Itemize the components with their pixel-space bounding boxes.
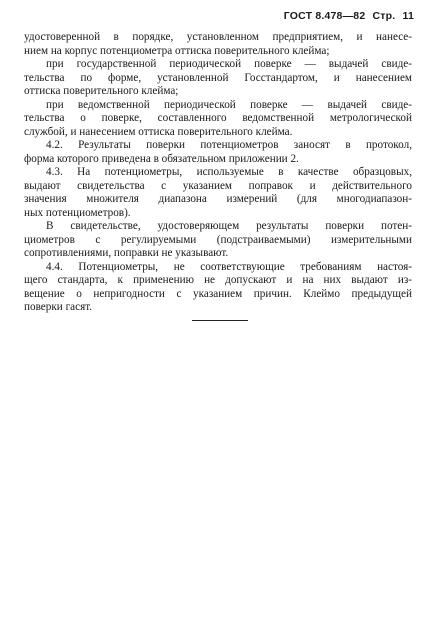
text-line: при государственной периодической поверке — выдачей свиде- (46, 58, 412, 70)
paragraph-4-4 (24, 261, 412, 315)
page-label: Стр. (372, 10, 396, 22)
text-line: циометров с регулируемыми (подстраиваемыми) измерительными (24, 233, 412, 246)
page-header (280, 10, 414, 22)
text-line: форма которого приведена в обязательном приложении 2. (24, 152, 299, 165)
text-line: поверки гасят. (24, 301, 93, 313)
text-line: оттиска поверительного клейма; (24, 85, 179, 97)
text-line: службой, и нанесением оттиска поверительного клейма. (24, 125, 293, 138)
text-line: вещение о непригодности с указанием причин. Клеймо предыдущей (24, 287, 412, 300)
text-line: 4.3. На потенциометры, используемые в качестве образцовых, (46, 166, 412, 178)
paragraph-departmental-verification (24, 99, 412, 140)
text-line: значения множителя диапазона измерений (для многодиапазон- (24, 193, 412, 205)
text-line: удостоверенной в порядке, установленном предприятием, и нанесе- (24, 31, 412, 43)
page-number: 11 (402, 10, 414, 22)
text-line: ных потенциометров). (24, 206, 131, 219)
text-line: сопротивлениями, поправки не указывают. (24, 247, 229, 259)
text-line: В свидетельстве, удостоверяющем результаты поверки потен- (46, 220, 412, 232)
standard-number: ГОСТ 8.478—82 (283, 10, 366, 22)
end-of-section-divider (192, 320, 248, 321)
text-line: тельства о поверке, составленного ведомственной метрологической (24, 112, 412, 124)
text-line: тельства по форме, установленной Госстандартом, и нанесением (24, 71, 412, 84)
text-line: 4.4. Потенциометры, не соответствующие требованиям настоя- (46, 260, 412, 273)
paragraph-4-3-certificate (24, 220, 412, 261)
document-body (24, 31, 412, 315)
text-line: при ведомственной периодической поверке — выдачей свиде- (46, 98, 412, 111)
text-line: выдают свидетельства с указанием поправок и действительного (24, 179, 412, 192)
text-line: щего стандарта, к применению не допускают и на них выдают из- (24, 274, 412, 286)
paragraph-state-verification (24, 58, 412, 99)
paragraph-4-3 (24, 166, 412, 220)
paragraph-continuation (24, 31, 412, 58)
paragraph-4-2 (24, 139, 412, 166)
text-line: 4.2. Результаты поверки потенциометров заносят в протокол, (46, 139, 412, 151)
text-line: нием на корпус потенциометра оттиска поверительного клейма; (24, 44, 330, 57)
